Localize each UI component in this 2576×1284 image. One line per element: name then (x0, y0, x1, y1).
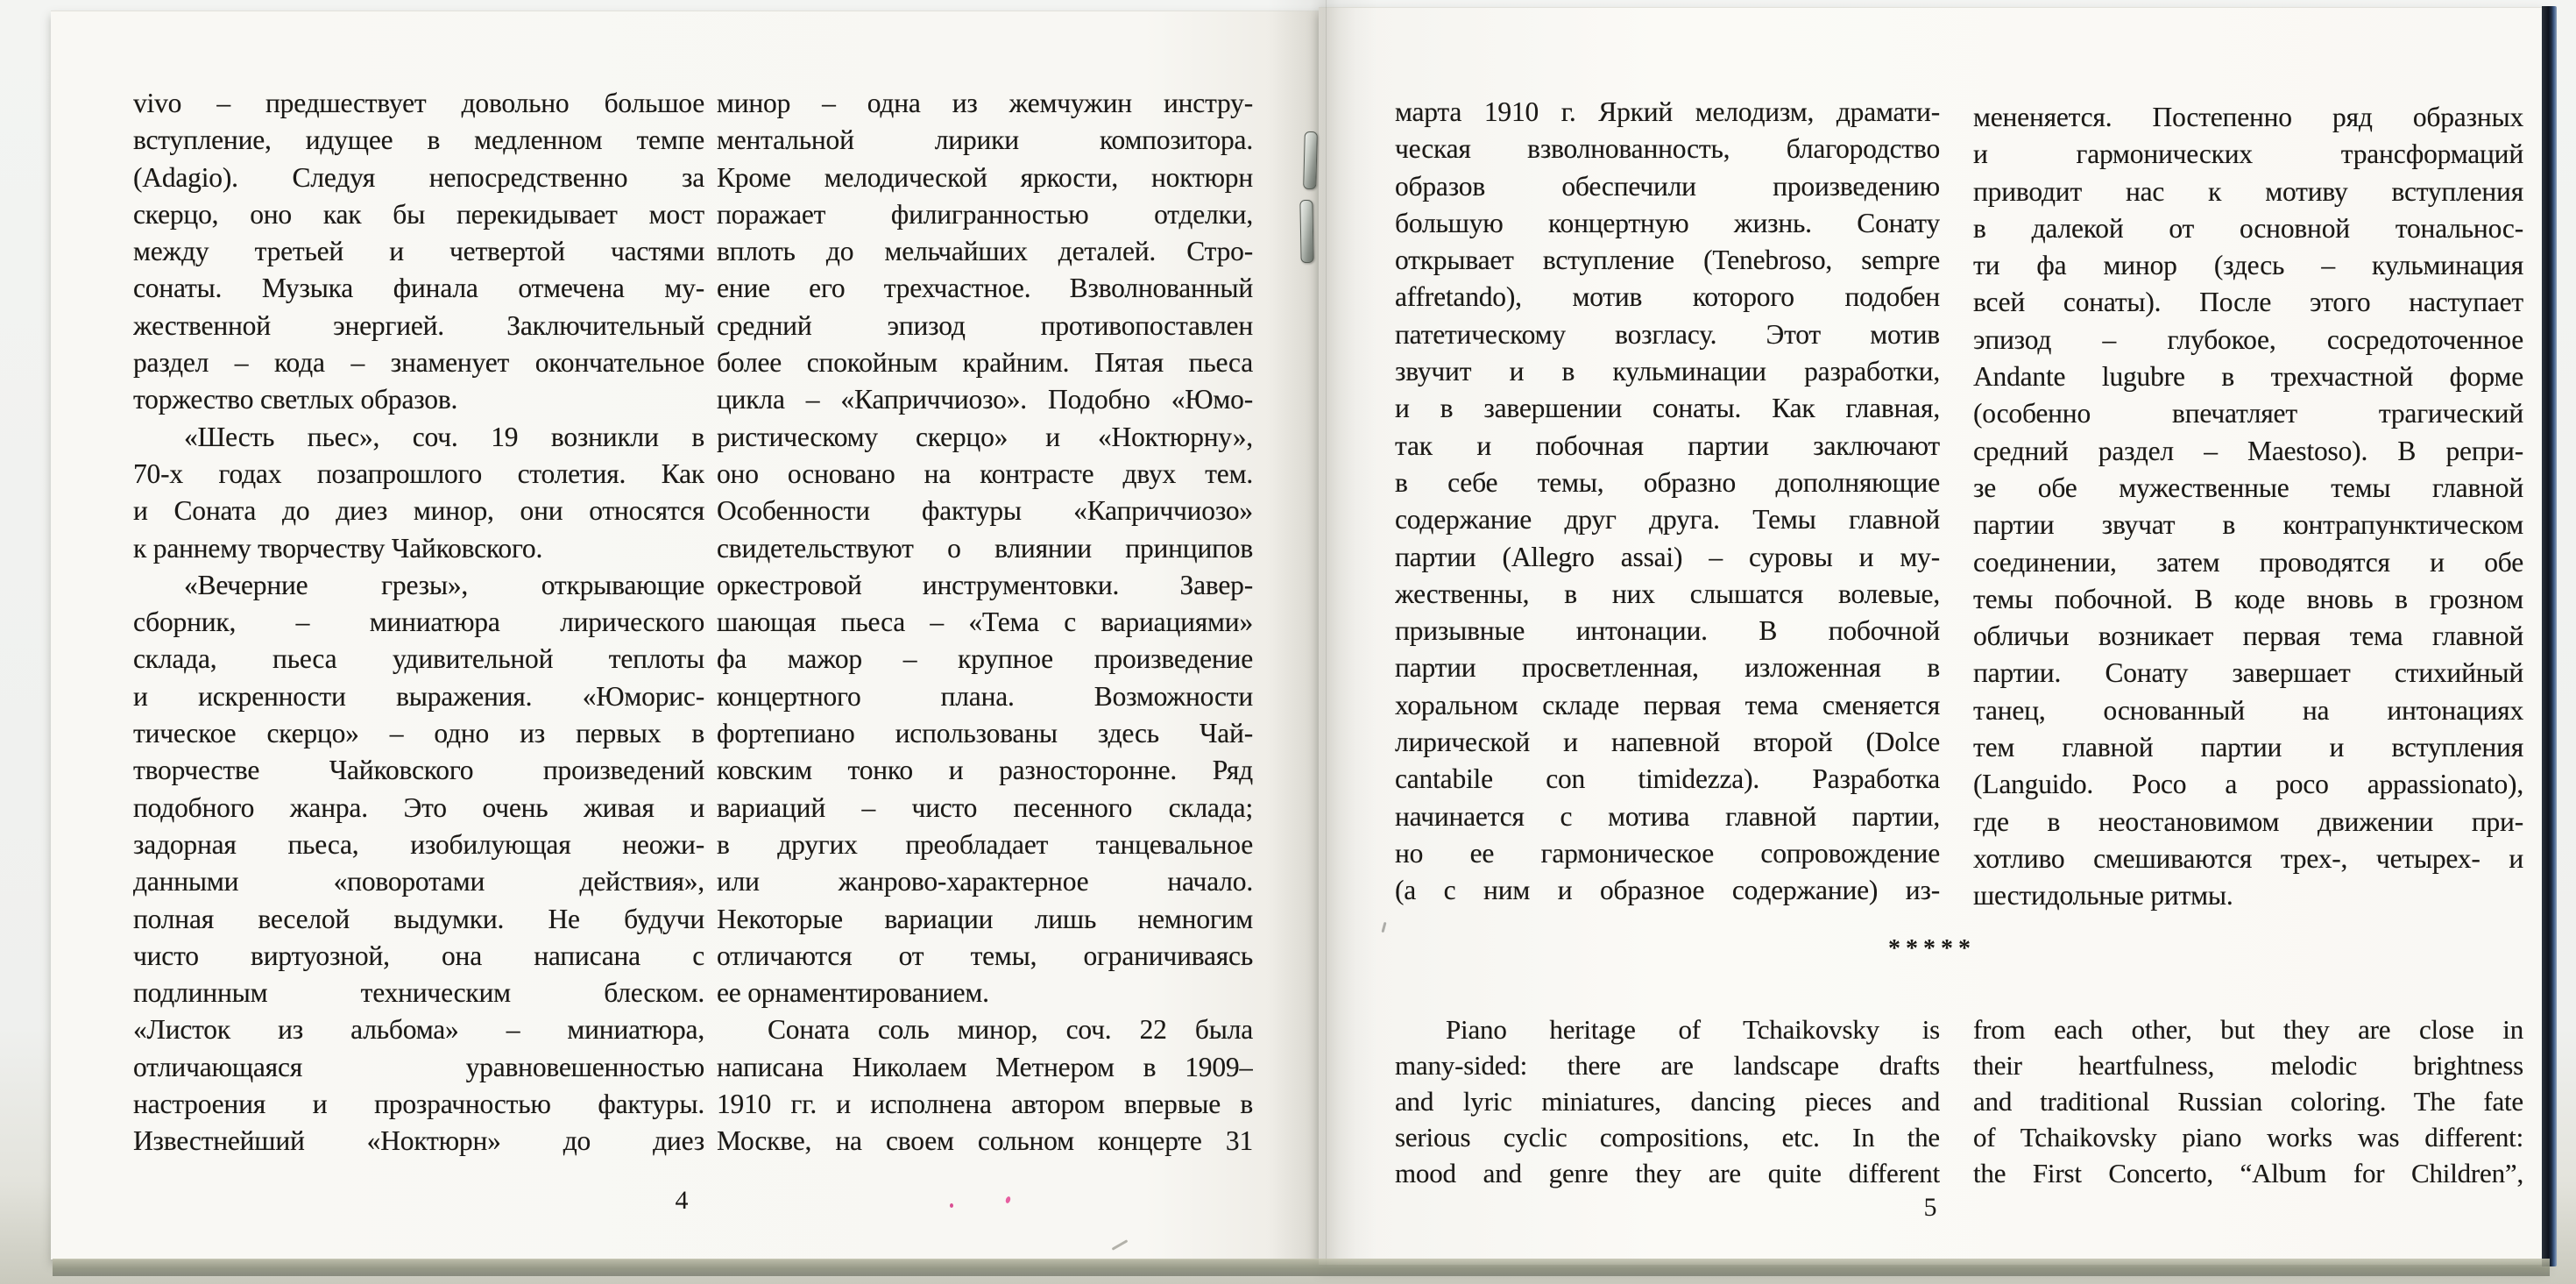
text-line: хотливо смешиваются трех-, четырех- и (1973, 842, 2523, 874)
text-line: настроения и прозрачностью фактуры. (133, 1089, 704, 1120)
text-line: and traditional Russian coloring. The fate (1973, 1086, 2523, 1117)
text-line: serious cyclic compositions, etc. In the (1395, 1122, 1940, 1153)
staple-top-icon (1303, 131, 1318, 189)
text-line: и Соната до диез минор, они относятся (133, 495, 704, 527)
text-line: эпизод – глубокое, сосредоточенное (1973, 323, 2523, 355)
text-line: тическое скерцо» – одно из первых в (133, 718, 704, 749)
text-line: подобного жанра. Это очень живая и (133, 791, 704, 823)
text-line: Кроме мелодической яркости, ноктюрн (717, 161, 1253, 193)
left-page-column-2 (717, 85, 1253, 1160)
text-line: Некоторые вариации лишь немногим (717, 903, 1253, 934)
text-line: где в неостановимом движении при- (1973, 805, 2523, 837)
staple-bottom-icon (1299, 200, 1313, 263)
text-line: ее орнаментированием. (717, 977, 989, 1009)
text-line: торжество светлых образов. (133, 384, 458, 415)
text-line: или жанрово-характерное начало. (717, 866, 1253, 897)
text-line: cantabile con timidezza). Разработка (1395, 763, 1940, 795)
text-line: средний раздел – Maestoso). В репри- (1973, 435, 2523, 466)
text-line: патетическому возгласу. Этот мотив (1395, 318, 1940, 350)
text-line: танец, основанный на интонациях (1973, 694, 2523, 726)
text-line: звучит и в кульминации разработки, (1395, 356, 1940, 387)
text-line: (особенно впечатляет трагический (1973, 398, 2523, 429)
text-line: приводит нас к мотиву вступления (1973, 175, 2523, 207)
text-line: данными «поворотами действия», (133, 866, 704, 897)
text-line: (Adagio). Следуя непосредственно за (133, 161, 704, 193)
text-line: шающая пьеса – «Тема с вариациями» (717, 607, 1253, 638)
text-line: склада, пьеса удивительной теплоты (133, 643, 704, 675)
text-line: вступление, идущее в медленном темпе (133, 124, 704, 156)
text-line: Известнейший «Ноктюрн» до диез (133, 1125, 704, 1157)
text-line: партии просветленная, изложенная в (1395, 652, 1940, 684)
text-line: of Tchaikovsky piano works was different: (1973, 1122, 2523, 1153)
text-line: зе обе мужественные темы главной (1973, 472, 2523, 503)
text-line: но ее гармоническое сопровождение (1395, 837, 1940, 869)
text-line: партии звучат в контрапунктическом (1973, 509, 2523, 541)
text-line: обличьи возникает первая тема главной (1973, 621, 2523, 652)
text-line: призывные интонации. В побочной (1395, 615, 1940, 647)
text-line: открывает вступление (Tenebroso, sempre (1395, 245, 1940, 276)
left-page-column-1 (133, 85, 704, 1160)
text-line: ментальной лирики композитора. (717, 124, 1253, 156)
text-line: фортепиано использованы здесь Чай- (717, 718, 1253, 749)
text-line: более спокойным крайним. Пятая пьеса (717, 347, 1253, 379)
text-line: mood and genre they are quite different (1395, 1158, 1940, 1188)
text-line: начинается с мотива главной партии, (1395, 800, 1940, 832)
text-line: в других преобладает танцевальное (717, 828, 1253, 860)
text-line: the First Concerto, “Album for Children”, (1973, 1158, 2523, 1188)
text-line: содержание друг друга. Темы главной (1395, 504, 1940, 536)
right-page-english-column-1 (1395, 1011, 1940, 1191)
text-line: написана Николаем Метнером в 1909– (717, 1051, 1253, 1082)
text-line: вариаций – чисто песенного склада; (717, 791, 1253, 823)
text-line: и искренности выражения. «Юморис- (133, 680, 704, 712)
text-line: отличаются от темы, ограничиваясь (717, 940, 1253, 971)
text-line: Особенности фактуры «Каприччиозо» (717, 495, 1253, 527)
text-line: affretando), мотив которого подобен (1395, 281, 1940, 313)
page-left (51, 11, 1323, 1259)
text-line: (а с ним и образное содержание) из- (1395, 875, 1940, 906)
text-line: ение его трехчастное. Взволнованный (717, 273, 1253, 304)
page-number-5: 5 (1923, 1193, 1937, 1222)
text-line: всей сонаты). После этого наступает (1973, 287, 2523, 318)
text-line: в далекой от основной тональнос- (1973, 212, 2523, 244)
scan-artifact-speck (1005, 1195, 1011, 1203)
text-line: ти фа минор (здесь – кульминация (1973, 250, 2523, 281)
text-line: ческая взволнованность, благородство (1395, 133, 1940, 165)
text-line: тем главной партии и вступления (1973, 732, 2523, 763)
text-line: «Листок из альбома» – миниатюра, (133, 1014, 704, 1046)
right-page-russian-column-1 (1395, 94, 1940, 910)
text-line: большую концертную жизнь. Сонату (1395, 207, 1940, 238)
text-line: оркестровой инструментовки. Завер- (717, 569, 1253, 600)
right-page-russian-column-2 (1973, 99, 2523, 915)
text-line: и гармонических трансформаций (1973, 138, 2523, 170)
gutter-crease-line (1326, 0, 1327, 1266)
text-line: сонаты. Музыка финала отмечена му- (133, 273, 704, 304)
text-line: and lyric miniatures, dancing pieces and (1395, 1086, 1940, 1117)
text-line: полная веселой выдумки. Не будучи (133, 903, 704, 934)
text-line: мененяется. Постепенно ряд образных (1973, 102, 2523, 132)
scan-artifact-mark (1112, 1239, 1129, 1251)
text-line: many-sided: there are landscape drafts (1395, 1050, 1940, 1081)
text-line: раздел – кода – знаменует окончательное (133, 347, 704, 379)
text-line: отличающаяся уравновешенностью (133, 1051, 704, 1082)
text-line: поражает филигранностью отделки, (717, 198, 1253, 230)
text-line: и в завершении сонаты. Как главная, (1395, 393, 1940, 424)
text-line: свидетельствуют о влиянии принципов (717, 532, 1253, 564)
text-line: творчестве Чайковского произведений (133, 755, 704, 786)
text-line: темы побочной. В коде вновь в грозном (1973, 583, 2523, 614)
text-line: Piano heritage of Tchaikovsky is (1446, 1014, 1940, 1045)
text-line: жественной энергией. Заключительный (133, 309, 704, 341)
text-line: оно основано на контрасте двух тем. (717, 458, 1253, 489)
text-line: 70-х годах позапрошлого столетия. Как (133, 458, 704, 489)
text-line: their heartfulness, melodic brightness (1973, 1050, 2523, 1081)
text-line: хоральном складе первая тема сменяется (1395, 689, 1940, 720)
text-line: «Вечерние грезы», открывающие (184, 569, 704, 600)
text-line: образов обеспечили произведению (1395, 170, 1940, 202)
text-line: партии. Сонату завершает стихийный (1973, 657, 2523, 689)
text-line: минор – одна из жемчужин инстру- (717, 88, 1253, 118)
text-line: шестидольные ритмы. (1973, 880, 2233, 912)
text-line: from each other, but they are close in (1973, 1014, 2523, 1045)
text-line: vivo – предшествует довольно большое (133, 88, 704, 118)
page-number-4: 4 (675, 1186, 689, 1215)
text-line: Соната соль минор, соч. 22 была (768, 1014, 1253, 1046)
scan-artifact-speck (950, 1203, 953, 1208)
text-line: ристическому скерцо» и «Ноктюрну», (717, 421, 1253, 452)
text-line: (Languido. Poco a poco appassionato), (1973, 769, 2523, 800)
text-line: скерцо, оно как бы перекидывает мост (133, 198, 704, 230)
text-line: лирической и напевной второй (Dolce (1395, 727, 1940, 758)
text-line: фа мажор – крупное произведение (717, 643, 1253, 675)
text-line: задорная пьеса, изобилующая неожи- (133, 828, 704, 860)
text-line: «Шесть пьес», соч. 19 возникли в (184, 421, 704, 452)
text-line: сборник, – миниатюра лирического (133, 607, 704, 638)
text-line: Москве, на своем сольном концерте 31 (717, 1125, 1253, 1157)
text-line: в себе темы, образно дополняющие (1395, 466, 1940, 498)
text-line: цикла – «Каприччиозо». Подобно «Юмо- (717, 384, 1253, 415)
text-line: между третьей и четвертой частями (133, 236, 704, 267)
text-line: подлинным техническим блеском. (133, 977, 704, 1009)
section-separator-asterisks: ***** (1888, 935, 1976, 962)
text-line: марта 1910 г. Яркий мелодизм, драмати- (1395, 96, 1940, 127)
text-line: 1910 гг. и исполнена автором впервые в (717, 1089, 1253, 1120)
text-line: так и побочная партии заключают (1395, 429, 1940, 461)
text-line: ковским тонко и разносторонне. Ряд (717, 755, 1253, 786)
text-line: к раннему творчеству Чайковского. (133, 532, 543, 564)
page-right (1319, 7, 2545, 1265)
text-line: чисто виртуозной, она написана с (133, 940, 704, 971)
text-line: партии (Allegro assai) – суровы и му- (1395, 541, 1940, 572)
booklet-cover-edge (2542, 6, 2557, 1266)
text-line: жественны, в них слышатся волевые, (1395, 578, 1940, 609)
text-line: Andante lugubre в трехчастной форме (1973, 361, 2523, 393)
text-line: концертного плана. Возможности (717, 680, 1253, 712)
right-page-english-column-2 (1973, 1011, 2523, 1191)
text-line: соединении, затем проводятся и обе (1973, 546, 2523, 578)
text-line: вплоть до мельчайших деталей. Стро- (717, 236, 1253, 267)
text-line: средний эпизод противопоставлен (717, 309, 1253, 341)
